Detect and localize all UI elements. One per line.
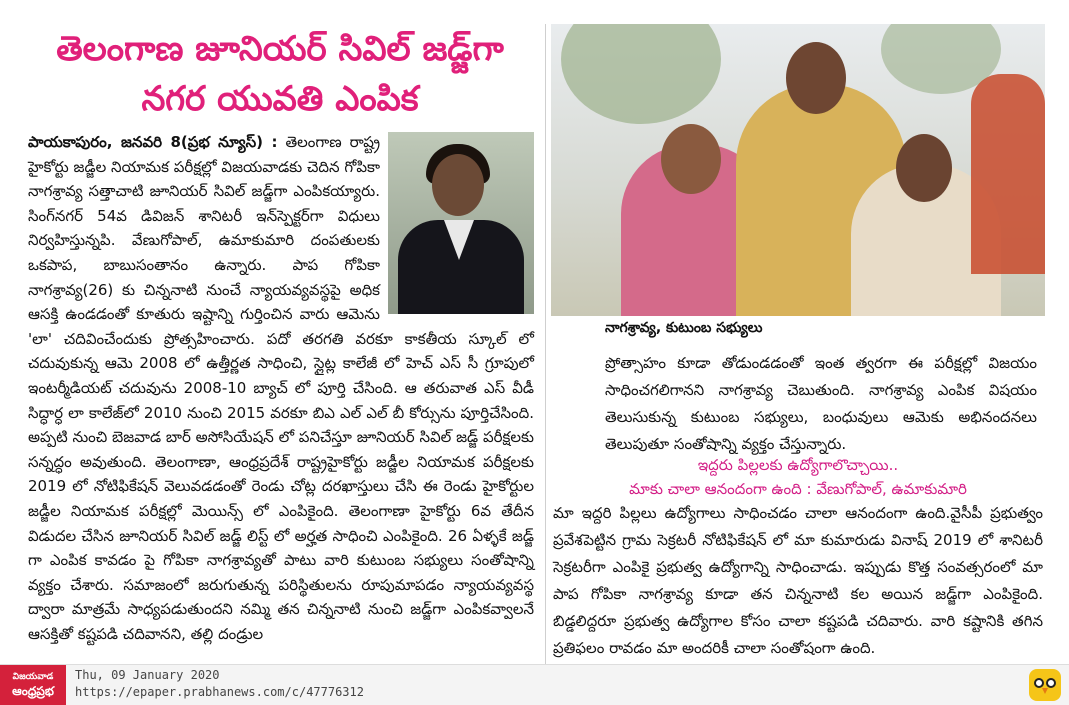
- photo-caption: నాగశ్రావ్య, కుటుంబ సభ్యులు: [605, 320, 763, 336]
- edition-url[interactable]: https://epaper.prabhanews.com/c/47776312: [75, 685, 364, 699]
- headline-line-1: తెలంగాణ జూనియర్ సివిల్ జడ్జ్‌గా: [56, 29, 504, 69]
- column-divider: [545, 24, 546, 664]
- portrait-photo: [388, 132, 534, 314]
- article-paragraph-3: మా ఇద్దరి పిల్లలు ఉద్యోగాలు సాధించడం చాలా ఆనందంగా ఉంది.వైసీపీ ప్రభుత్వం ప్రవేశపెట్టిన గ్రామ సెక్రటరీ నోటిఫికేషన్ లో మా కుమారుడు వినాష్ 2019 లో శానిటరీ సెక్రటరీగా ఎంపికై ప్రభుత్వ ఉద్యోగాన్ని సాధించాడు. ఇప్పుడు కొత్త సంవత్సరంలో మా పాప గోపికా నాగశ్రావ్య కూడా తన చిన్ననాటి కల అయిన జడ్జ్‌గా ఎంపికైంది. బిడ్డలిద్దరూ ప్రభుత్వ ఉద్యోగాల కోసం చాలా కష్టపడి చదివారు. వారి కష్టానికి తగిన ప్రతిఫలం రావడం మా అందరికీ చాలా సంతోషంగా ఉంది.: [553, 504, 1043, 657]
- footer-bar: [0, 664, 1069, 705]
- owl-eye-right: [1046, 678, 1056, 688]
- article-body-right: [605, 350, 1037, 458]
- article-paragraph-2: ప్రోత్సాహం కూడా తోడుండడంతో ఇంత త్వరగా ఈ పరీక్షల్లో విజయం సాధించగలిగానని నాగశ్రావ్య చెబుతుంది. నాగశ్రావ్య ఎంపిక విషయం తెలుసుకున్న కుటుంబ సభ్యులు, బంధువులు ఆమెకు అభినందనలు తెలుపుతూ సంతోషాన్ని వ్యక్తం చేస్తున్నారు.: [605, 354, 1037, 453]
- logo-line-2: ఆంధ్రప్రభ: [12, 684, 54, 698]
- headline-line-2: నగర యువతి ఎంపిక: [141, 79, 419, 119]
- logo-line-1: విజయవాడ: [12, 672, 54, 682]
- owl-beak: [1042, 688, 1048, 694]
- owl-icon[interactable]: [1029, 669, 1061, 701]
- article-body-left: [28, 130, 534, 646]
- article-body-right-2: [553, 500, 1043, 662]
- headline: [30, 24, 530, 124]
- sub-headline-line-1: ఇద్దరు పిల్లలకు ఉద్యోగాలొచ్చాయి..: [697, 456, 899, 474]
- article-paragraph-1-text: తెలంగాణ రాష్ట్ర హైకోర్టు జడ్జీల నియామక పరీక్షల్లో విజయవాడకు చెదిన గోపికా నాగశ్రావ్య సత్తాచాటి జూనియర్ సివిల్ జడ్జ్‌గా ఎంపికయ్యారు. సింగ్‌నగర్ 54వ డివిజన్ శానిటరీ ఇన్‌స్పెక్టర్‌గా విధులు నిర్వహిస్తున్నపి. వేణుగోపాల్, ఉమాకుమారి దంపతులకు ఒకపాప, బాబుసంతానం ఉన్నారు. పాప గోపికా నాగశ్రావ్య(26) కు చిన్ననాటి నుంచే న్యాయవ్యవస్థపై అధిక ఆసక్తి ఉండడంతో కూతురు ఇష్టాన్ని గుర్తించిన వారు ఆమెను 'లా' చదివించేందుకు ప్రోత్సహించారు. పదో తరగతి వరకూ కాకతీయ స్కూల్ లో చదువుకున్న ఆమె 2008 లో ఉత్తీర్ణత సాధించి, స్లైట్ల కాలేజీ లో హెచ్ ఎస్ సీ గ్రూపులో ఇంటర్మీడియట్ చదువును 2008-10 బ్యాచ్ లో పూర్తి చేసింది. ఆ తరువాత ఎస్ వీడీ సిద్ధార్ధ లా కాలేజ్‌లో 2010 నుంచి 2015 వరకూ బిఎ ఎల్ ఎల్ బీ కోర్సును పూర్తిచేసింది. అప్పటి నుంచి బెజవాడ బార్ అసోసియేషన్ లో పనిచేస్తూ జూనియర్ సివిల్ జడ్జ్ పరీక్షలకు సన్నద్ధం అవుతుంది. తెలంగాణా, ఆంధ్రప్రదేశ్ రాష్ట్రహైకోర్టు జడ్జీల నియామక పరీక్షలకు 2019 లో నోటిఫికేషన్ వెలువడడంతో రెండు చోట్ల దరఖాస్తులు చేసి ఈ రెండు హైకోర్టుల జడ్జీల నియామక పరీక్షల్లో మెయిన్స్ లో ఎంపికైంది. తెలంగాణా హైకోర్టు 6వ తేదీన విడుదల చేసిన జూనియర్ సివిల్ జడ్జ్ లిస్ట్ లో అర్హత సాధించి ఎంపికైంది. 26 ఏళ్ళకే జడ్జ్ గా ఎంపిక కావడం పై గోపికా నాగశ్రావ్యతో పాటు వారి కుటుంబ సభ్యులు సంతోషాన్ని వ్యక్తం చేశారు. సమాజంలో జరుగుతున్న పరిస్థితులను రూపుమాపడం న్యాయవ్యవస్థ ద్వారా మాత్రమే సాధ్యపడుతుందని నమ్మి తన చిన్ననాటి నుంచి జడ్జ్‌గా ఎంపికవ్వాలనే ఆసక్తితో కష్టపడి చదివానని, తల్లి దండ్రుల: [28, 133, 534, 643]
- sub-headline: [553, 453, 1043, 501]
- family-photo: [551, 24, 1045, 316]
- owl-eye-left: [1034, 678, 1044, 688]
- newspaper-logo[interactable]: [0, 665, 66, 705]
- dateline: పాయకాపురం, జనవరి 8(ప్రభ న్యూస్) :: [28, 133, 278, 151]
- sub-headline-line-2: మాకు చాలా ఆనందంగా ఉంది : వేణుగోపాల్, ఉమాకుమారి: [629, 480, 967, 498]
- edition-date: Thu, 09 January 2020: [75, 668, 220, 682]
